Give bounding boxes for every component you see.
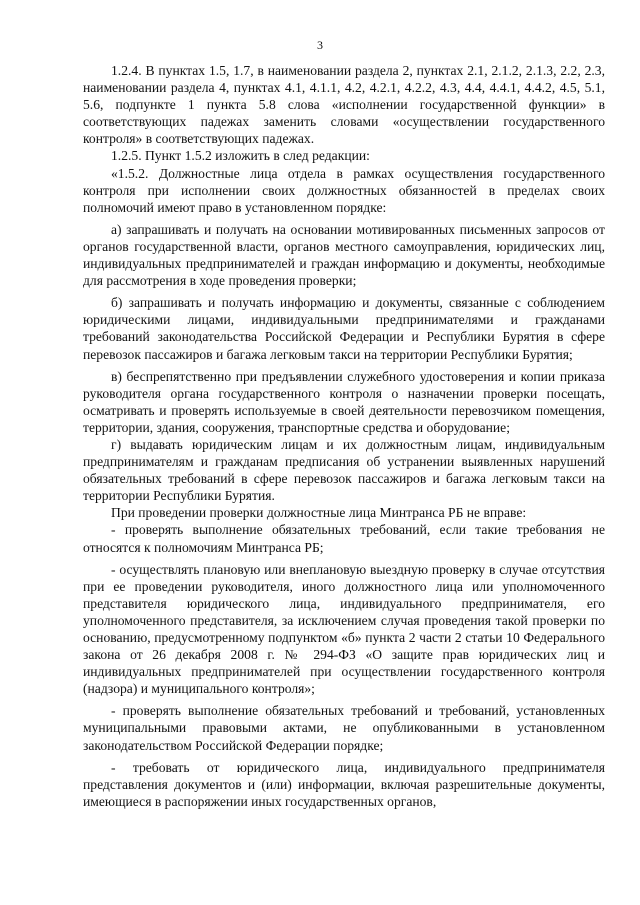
paragraph-prohibition-2: - осуществлять плановую или внеплановую выездную проверку в случае отсутствия при ее проведении руководителя, иного должностного лица или уполномоченного представителя юридического лица, индивидуального предпринимателя, его уполномоченного представителя, за исключением случая проведения такой проверки по основанию, предусмотренному подпунктом «б» пункта 2 части 2 статьи 10 Федерального закона от 26 декабря 2008 г. № 294-ФЗ «О защите прав юридических лиц и индивидуальных предпринимателей при осуществлении государственного контроля (надзора) и муниципального контроля»; bbox=[83, 561, 605, 697]
paragraph-prohibition-4: - требовать от юридического лица, индивидуального предпринимателя представления документов и (или) информации, включая разрешительные документы, имеющиеся в распоряжении иных государственных органов, bbox=[83, 759, 605, 809]
paragraph-1-5-2: «1.5.2. Должностные лица отдела в рамках осуществления государственного контроля при исполнении своих должностных обязанностей в пределах своих полномочий имеют право в установленном порядке: bbox=[83, 165, 605, 215]
paragraph-item-a: а) запрашивать и получать на основании мотивированных письменных запросов от органов государственной власти, органов местного самоуправления, юридических лиц, индивидуальных предпринимателей и граждан информацию и документы, необходимые для рассмотрения в ходе проведения проверки; bbox=[83, 221, 605, 289]
paragraph-prohibitions-intro: При проведении проверки должностные лица Минтранса РБ не вправе: bbox=[111, 505, 527, 521]
page-number: 3 bbox=[317, 38, 323, 52]
paragraph-1-2-4: 1.2.4. В пунктах 1.5, 1.7, в наименовании раздела 2, пунктах 2.1, 2.1.2, 2.1.3, 2.2, 2.3, наименовании раздела 4, пунктах 4.1, 4.1.1, 4.2, 4.2.1, 4.2.2, 4.3, 4.4, 4.4.1, 4.4.2, 4.5, 5.1, 5.6, подпункте 1 пункта 5.8 слова «исполнении государственной функции» в соответствующих падежах заменить словами «осуществлении государственного контроля» в соответствующих падежах. bbox=[83, 63, 605, 147]
paragraph-item-g: г) выдавать юридическим лицам и их должностным лицам, индивидуальным предпринимателям и гражданам предписания об устранении выявленных нарушений обязательных требований в сфере перевозок пассажиров и багажа легковым такси на территории Республики Бурятия. bbox=[83, 436, 605, 504]
paragraph-1-2-5: 1.2.5. Пункт 1.5.2 изложить в след редакции: bbox=[111, 148, 370, 164]
paragraph-item-b: б) запрашивать и получать информацию и документы, связанные с соблюдением юридическими лицами, индивидуальными предпринимателями и гражданами требований законодательства Российской Федерации и Республики Бурятия в сфере перевозок пассажиров и багажа легковым такси на территории Республики Бурятия; bbox=[83, 295, 605, 362]
paragraph-prohibition-3: - проверять выполнение обязательных требований и требований, установленных муниципальными правовыми актами, не опубликованными в установленном законодательством Российской Федерации порядке; bbox=[83, 703, 605, 753]
paragraph-prohibition-1: - проверять выполнение обязательных требований, если такие требования не относятся к полномочиям Минтранса РБ; bbox=[83, 522, 605, 555]
paragraph-item-v: в) беспрепятственно при предъявлении служебного удостоверения и копии приказа руководителя органа государственного контроля о назначении проверки посещать, осматривать и проверять используемые в своей деятельности перевозчиком помещения, территории, здания, сооружения, транспортные средства и оборудование; bbox=[83, 368, 605, 435]
document-body bbox=[83, 62, 605, 810]
